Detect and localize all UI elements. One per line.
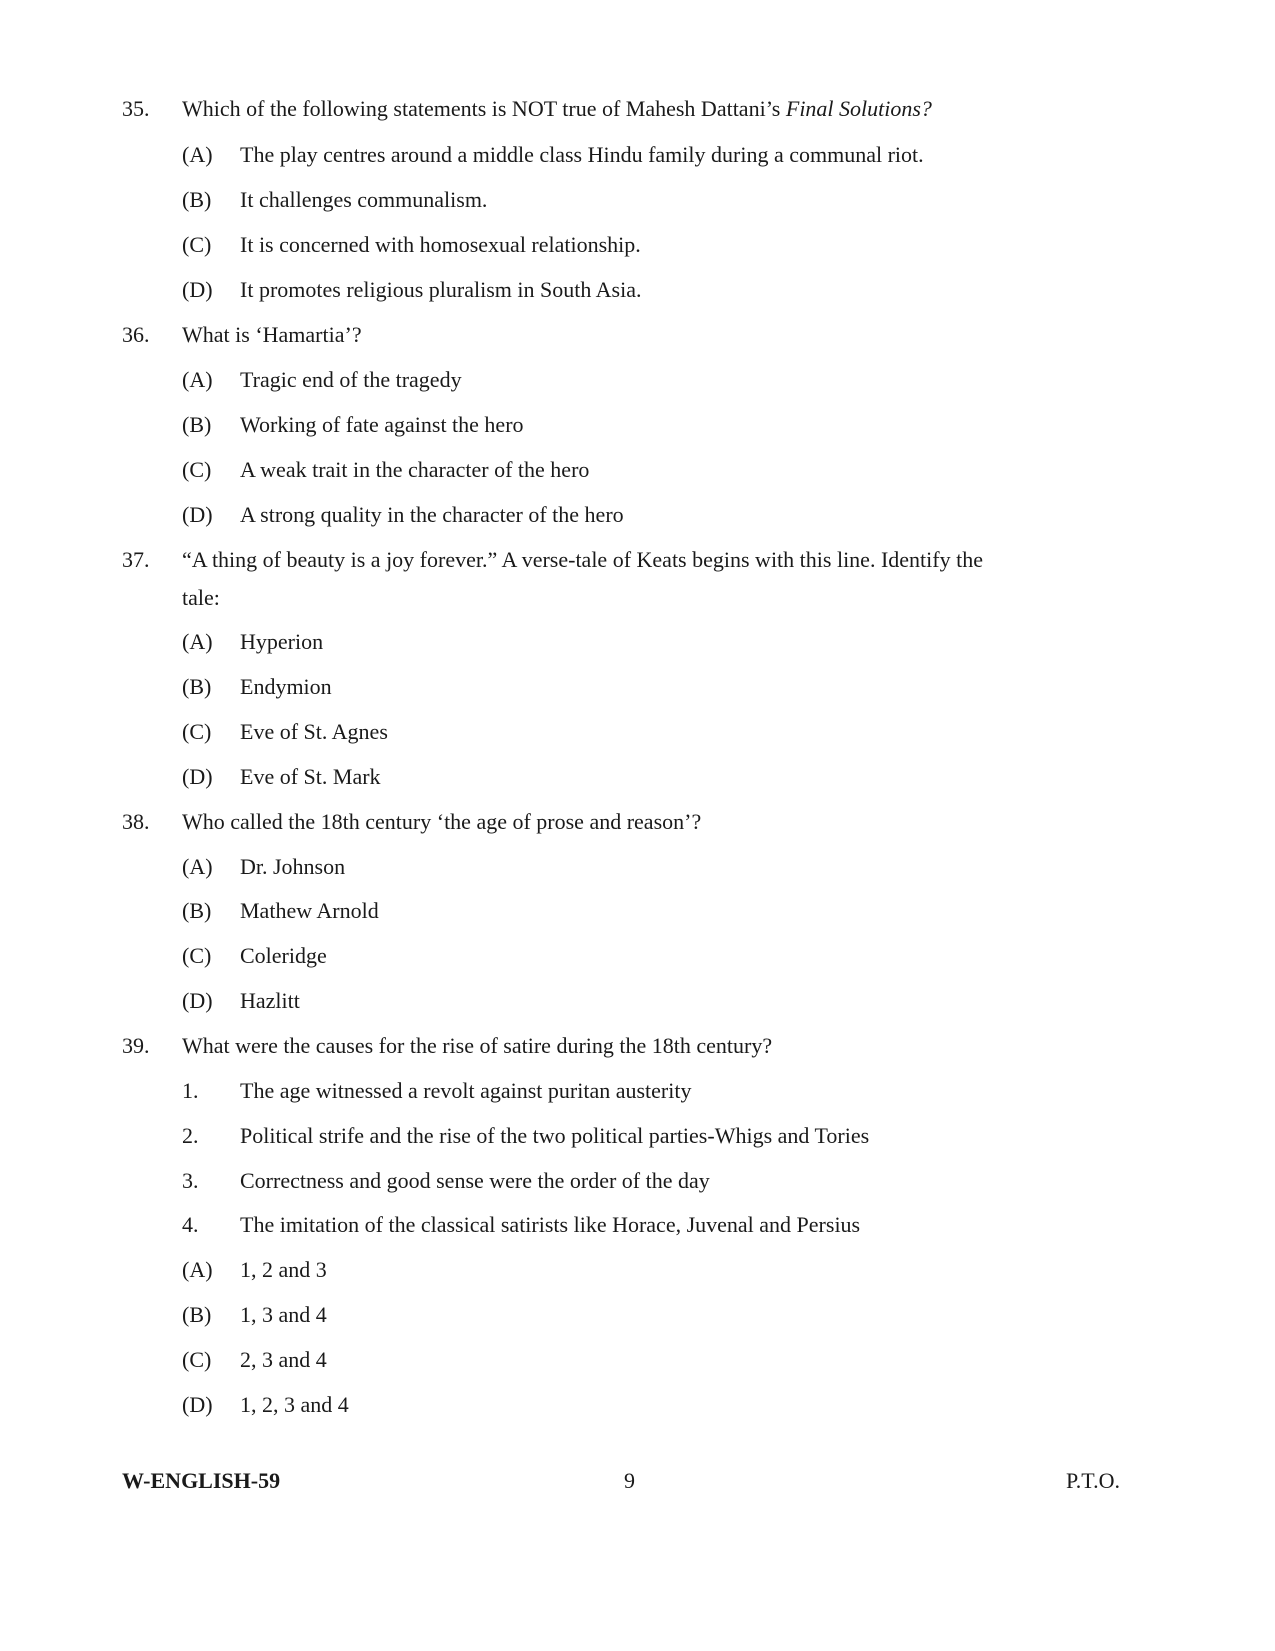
q39-option-a-text: 1, 2 and 3 <box>240 1257 327 1282</box>
question-35-text <box>182 95 932 123</box>
q38-option-b-label: (B) <box>182 898 212 923</box>
footer-exam-code: W-ENGLISH-59 <box>122 1468 281 1493</box>
q38-option-c-text: Coleridge <box>240 943 327 968</box>
q39-statement-1-text: The age witnessed a revolt against puritan austerity <box>240 1078 692 1103</box>
q36-option-a-text: Tragic end of the tragedy <box>240 367 462 392</box>
q35-option-c-label: (C) <box>182 232 212 257</box>
q36-option-b-text: Working of fate against the hero <box>240 412 524 437</box>
q39-statement-1-label: 1. <box>182 1078 199 1103</box>
q35-option-d-label: (D) <box>182 277 213 302</box>
q39-option-d-text: 1, 2, 3 and 4 <box>240 1392 349 1417</box>
q36-option-b-label: (B) <box>182 412 212 437</box>
footer-page-number: 9 <box>624 1468 635 1493</box>
q35-option-b-text: It challenges communalism. <box>240 187 488 212</box>
q35-option-a-label: (A) <box>182 142 213 167</box>
q39-option-d-label: (D) <box>182 1392 213 1417</box>
q37-option-d-label: (D) <box>182 764 213 789</box>
question-35-number: 35. <box>122 96 150 121</box>
question-38-number: 38. <box>122 809 150 834</box>
q39-statement-3-text: Correctness and good sense were the order of the day <box>240 1168 710 1193</box>
q39-statement-4-label: 4. <box>182 1212 199 1237</box>
question-39-text: What were the causes for the rise of satire during the 18th century? <box>182 1033 773 1058</box>
q38-option-b-text: Mathew Arnold <box>240 898 379 923</box>
q35-option-d-text: It promotes religious pluralism in South Asia. <box>240 277 642 302</box>
question-35-text-title: Final Solutions? <box>785 96 932 121</box>
question-36-text: What is ‘Hamartia’? <box>182 322 362 347</box>
q39-statement-2-text: Political strife and the rise of the two political parties-Whigs and Tories <box>240 1123 870 1148</box>
q38-option-a-text: Dr. Johnson <box>240 854 346 879</box>
q37-option-a-text: Hyperion <box>240 629 324 654</box>
q39-statement-2-label: 2. <box>182 1123 199 1148</box>
footer-pto: P.T.O. <box>1066 1468 1120 1493</box>
q36-option-c-text: A weak trait in the character of the hero <box>240 457 590 482</box>
question-39-number: 39. <box>122 1033 150 1058</box>
q36-option-d-text: A strong quality in the character of the hero <box>240 502 624 527</box>
q35-option-a-text: The play centres around a middle class Hindu family during a communal riot. <box>240 142 924 167</box>
q37-option-b-label: (B) <box>182 674 212 699</box>
q39-option-a-label: (A) <box>182 1257 213 1282</box>
q39-option-b-label: (B) <box>182 1302 212 1327</box>
q38-option-d-text: Hazlitt <box>240 988 300 1013</box>
q36-option-c-label: (C) <box>182 457 212 482</box>
q38-option-d-label: (D) <box>182 988 213 1013</box>
q39-option-c-label: (C) <box>182 1347 212 1372</box>
question-38-text: Who called the 18th century ‘the age of prose and reason’? <box>182 809 702 834</box>
q36-option-a-label: (A) <box>182 367 213 392</box>
question-37-number: 37. <box>122 547 150 572</box>
question-36-number: 36. <box>122 322 150 347</box>
q38-option-c-label: (C) <box>182 943 212 968</box>
question-37-text-line1: “A thing of beauty is a joy forever.” A verse-tale of Keats begins with this line. Identify the <box>182 547 983 572</box>
q37-option-c-label: (C) <box>182 719 212 744</box>
question-35-text-main: Which of the following statements is NOT true of Mahesh Dattani’s <box>182 96 786 121</box>
q37-option-c-text: Eve of St. Agnes <box>240 719 388 744</box>
q37-option-a-label: (A) <box>182 629 213 654</box>
q39-statement-3-label: 3. <box>182 1168 199 1193</box>
q39-option-b-text: 1, 3 and 4 <box>240 1302 327 1327</box>
q38-option-a-label: (A) <box>182 854 213 879</box>
question-37-text-line2: tale: <box>182 585 220 610</box>
q39-statement-4-text: The imitation of the classical satirists like Horace, Juvenal and Persius <box>240 1212 861 1237</box>
q35-option-b-label: (B) <box>182 187 212 212</box>
q36-option-d-label: (D) <box>182 502 213 527</box>
q35-option-c-text: It is concerned with homosexual relationship. <box>240 232 641 257</box>
q39-option-c-text: 2, 3 and 4 <box>240 1347 327 1372</box>
q37-option-d-text: Eve of St. Mark <box>240 764 381 789</box>
q37-option-b-text: Endymion <box>240 674 332 699</box>
